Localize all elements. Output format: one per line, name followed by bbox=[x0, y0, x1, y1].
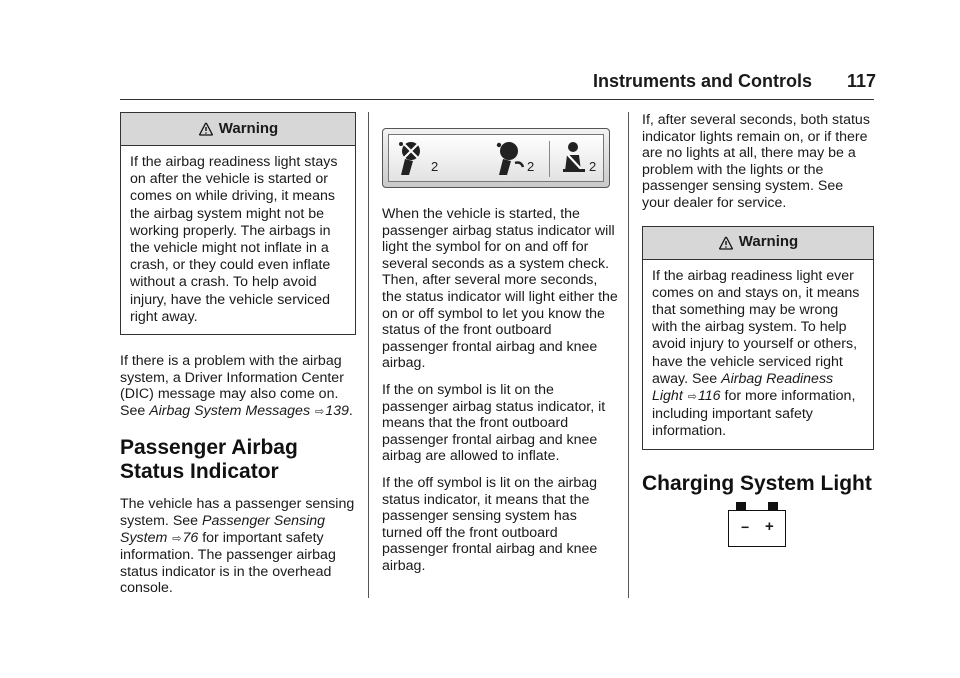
seatbelt-icon bbox=[559, 141, 589, 175]
warning-header bbox=[643, 227, 873, 260]
crossref-link[interactable]: Passenger Sensing System bbox=[120, 513, 326, 546]
warning-box bbox=[120, 112, 356, 335]
section-heading: Passenger Airbag Status Indicator bbox=[120, 436, 298, 484]
warning-text bbox=[643, 260, 873, 449]
text: for more information, including important safety information. bbox=[652, 387, 856, 440]
airbag-status-indicator bbox=[382, 128, 610, 188]
column-divider bbox=[368, 112, 369, 598]
warning-title: Warning bbox=[738, 233, 799, 251]
indicator-divider bbox=[549, 141, 550, 177]
indicator-label: 2 bbox=[527, 159, 535, 174]
text: The vehicle has a passenger sensing system. See bbox=[120, 496, 355, 529]
crossref-link[interactable]: Airbag System Messages bbox=[149, 402, 311, 419]
indicator-label: 2 bbox=[431, 159, 439, 174]
page-number: 117 bbox=[847, 71, 877, 91]
section-title: Instruments and Controls bbox=[592, 71, 812, 91]
battery-terminal bbox=[768, 502, 778, 510]
text: If there is a problem with the airbag system, a Driver Information Center (DIC) message may also come on. See bbox=[120, 353, 344, 419]
warning-title: Warning bbox=[218, 119, 279, 137]
warning-triangle-icon bbox=[198, 121, 214, 137]
column-right bbox=[642, 112, 874, 508]
text: . bbox=[348, 402, 353, 419]
page-ref-arrow-icon: ⇨ bbox=[172, 532, 182, 545]
page-header bbox=[0, 0, 960, 100]
paragraph: When the vehicle is started, the passenger airbag status indicator will light the symbol for on and off for several seconds as a system check. Then, after several more seconds, the status indicator will light either the on or off symbol to let you know the status of the front outboard passenger frontal airbag and knee airbag. bbox=[382, 206, 618, 372]
column-divider bbox=[628, 112, 629, 598]
battery-plus: + bbox=[765, 518, 774, 535]
battery-terminal bbox=[736, 502, 746, 510]
airbag-on-icon bbox=[495, 139, 529, 177]
section-heading: Charging System Light bbox=[642, 471, 872, 495]
indicator-panel bbox=[388, 134, 604, 182]
warning-triangle-icon bbox=[718, 235, 734, 251]
warning-header bbox=[121, 113, 355, 146]
battery-icon bbox=[728, 502, 788, 548]
crossref-page[interactable]: 116 bbox=[697, 387, 721, 404]
paragraph: If the off symbol is lit on the airbag status indicator, it means that the passenger sensing system has turned off the front outboard passenger frontal airbag and knee airbag. bbox=[382, 474, 598, 574]
page-ref-arrow-icon: ⇨ bbox=[687, 390, 697, 403]
paragraph bbox=[120, 496, 356, 597]
warning-box bbox=[642, 226, 874, 450]
warning-text: If the airbag readiness light stays on after the vehicle is started or comes on while driving, it means the airbag system might not be working properly. The airbags in the vehicle might not inflate in a crash, or they could even inflate without a crash. To help avoid injury, have the vehicle serviced right away. bbox=[130, 154, 338, 325]
page-ref-arrow-icon: ⇨ bbox=[315, 405, 325, 418]
paragraph: If the on symbol is lit on the passenger airbag status indicator, it means that the front outboard passenger frontal airbag and knee airbag are allowed to inflate. bbox=[382, 381, 606, 465]
paragraph bbox=[120, 353, 356, 420]
crossref-page[interactable]: 139 bbox=[325, 402, 349, 419]
paragraph: If, after several seconds, both status indicator lights remain on, or if there are no lights at all, there may be a problem with the lights or the passenger sensing system. See your dealer for service. bbox=[642, 112, 870, 211]
battery-body bbox=[728, 510, 786, 547]
header-rule bbox=[120, 99, 874, 100]
crossref-link[interactable]: Airbag Readiness Light bbox=[652, 370, 834, 404]
column-middle bbox=[382, 112, 618, 584]
column-left bbox=[120, 112, 356, 607]
text: If the airbag readiness light ever comes on and stays on, it means that something may be wrong with the airbag system. To help avoid injury to yourself or others, have the vehicle serviced right away. See bbox=[652, 267, 860, 387]
battery-minus: − bbox=[741, 519, 750, 535]
indicator-label: 2 bbox=[589, 159, 597, 174]
airbag-off-icon bbox=[397, 139, 431, 177]
text: for important safety information. The passenger airbag status indicator is in the overhead console. bbox=[120, 529, 336, 597]
crossref-page[interactable]: 76 bbox=[182, 529, 199, 546]
